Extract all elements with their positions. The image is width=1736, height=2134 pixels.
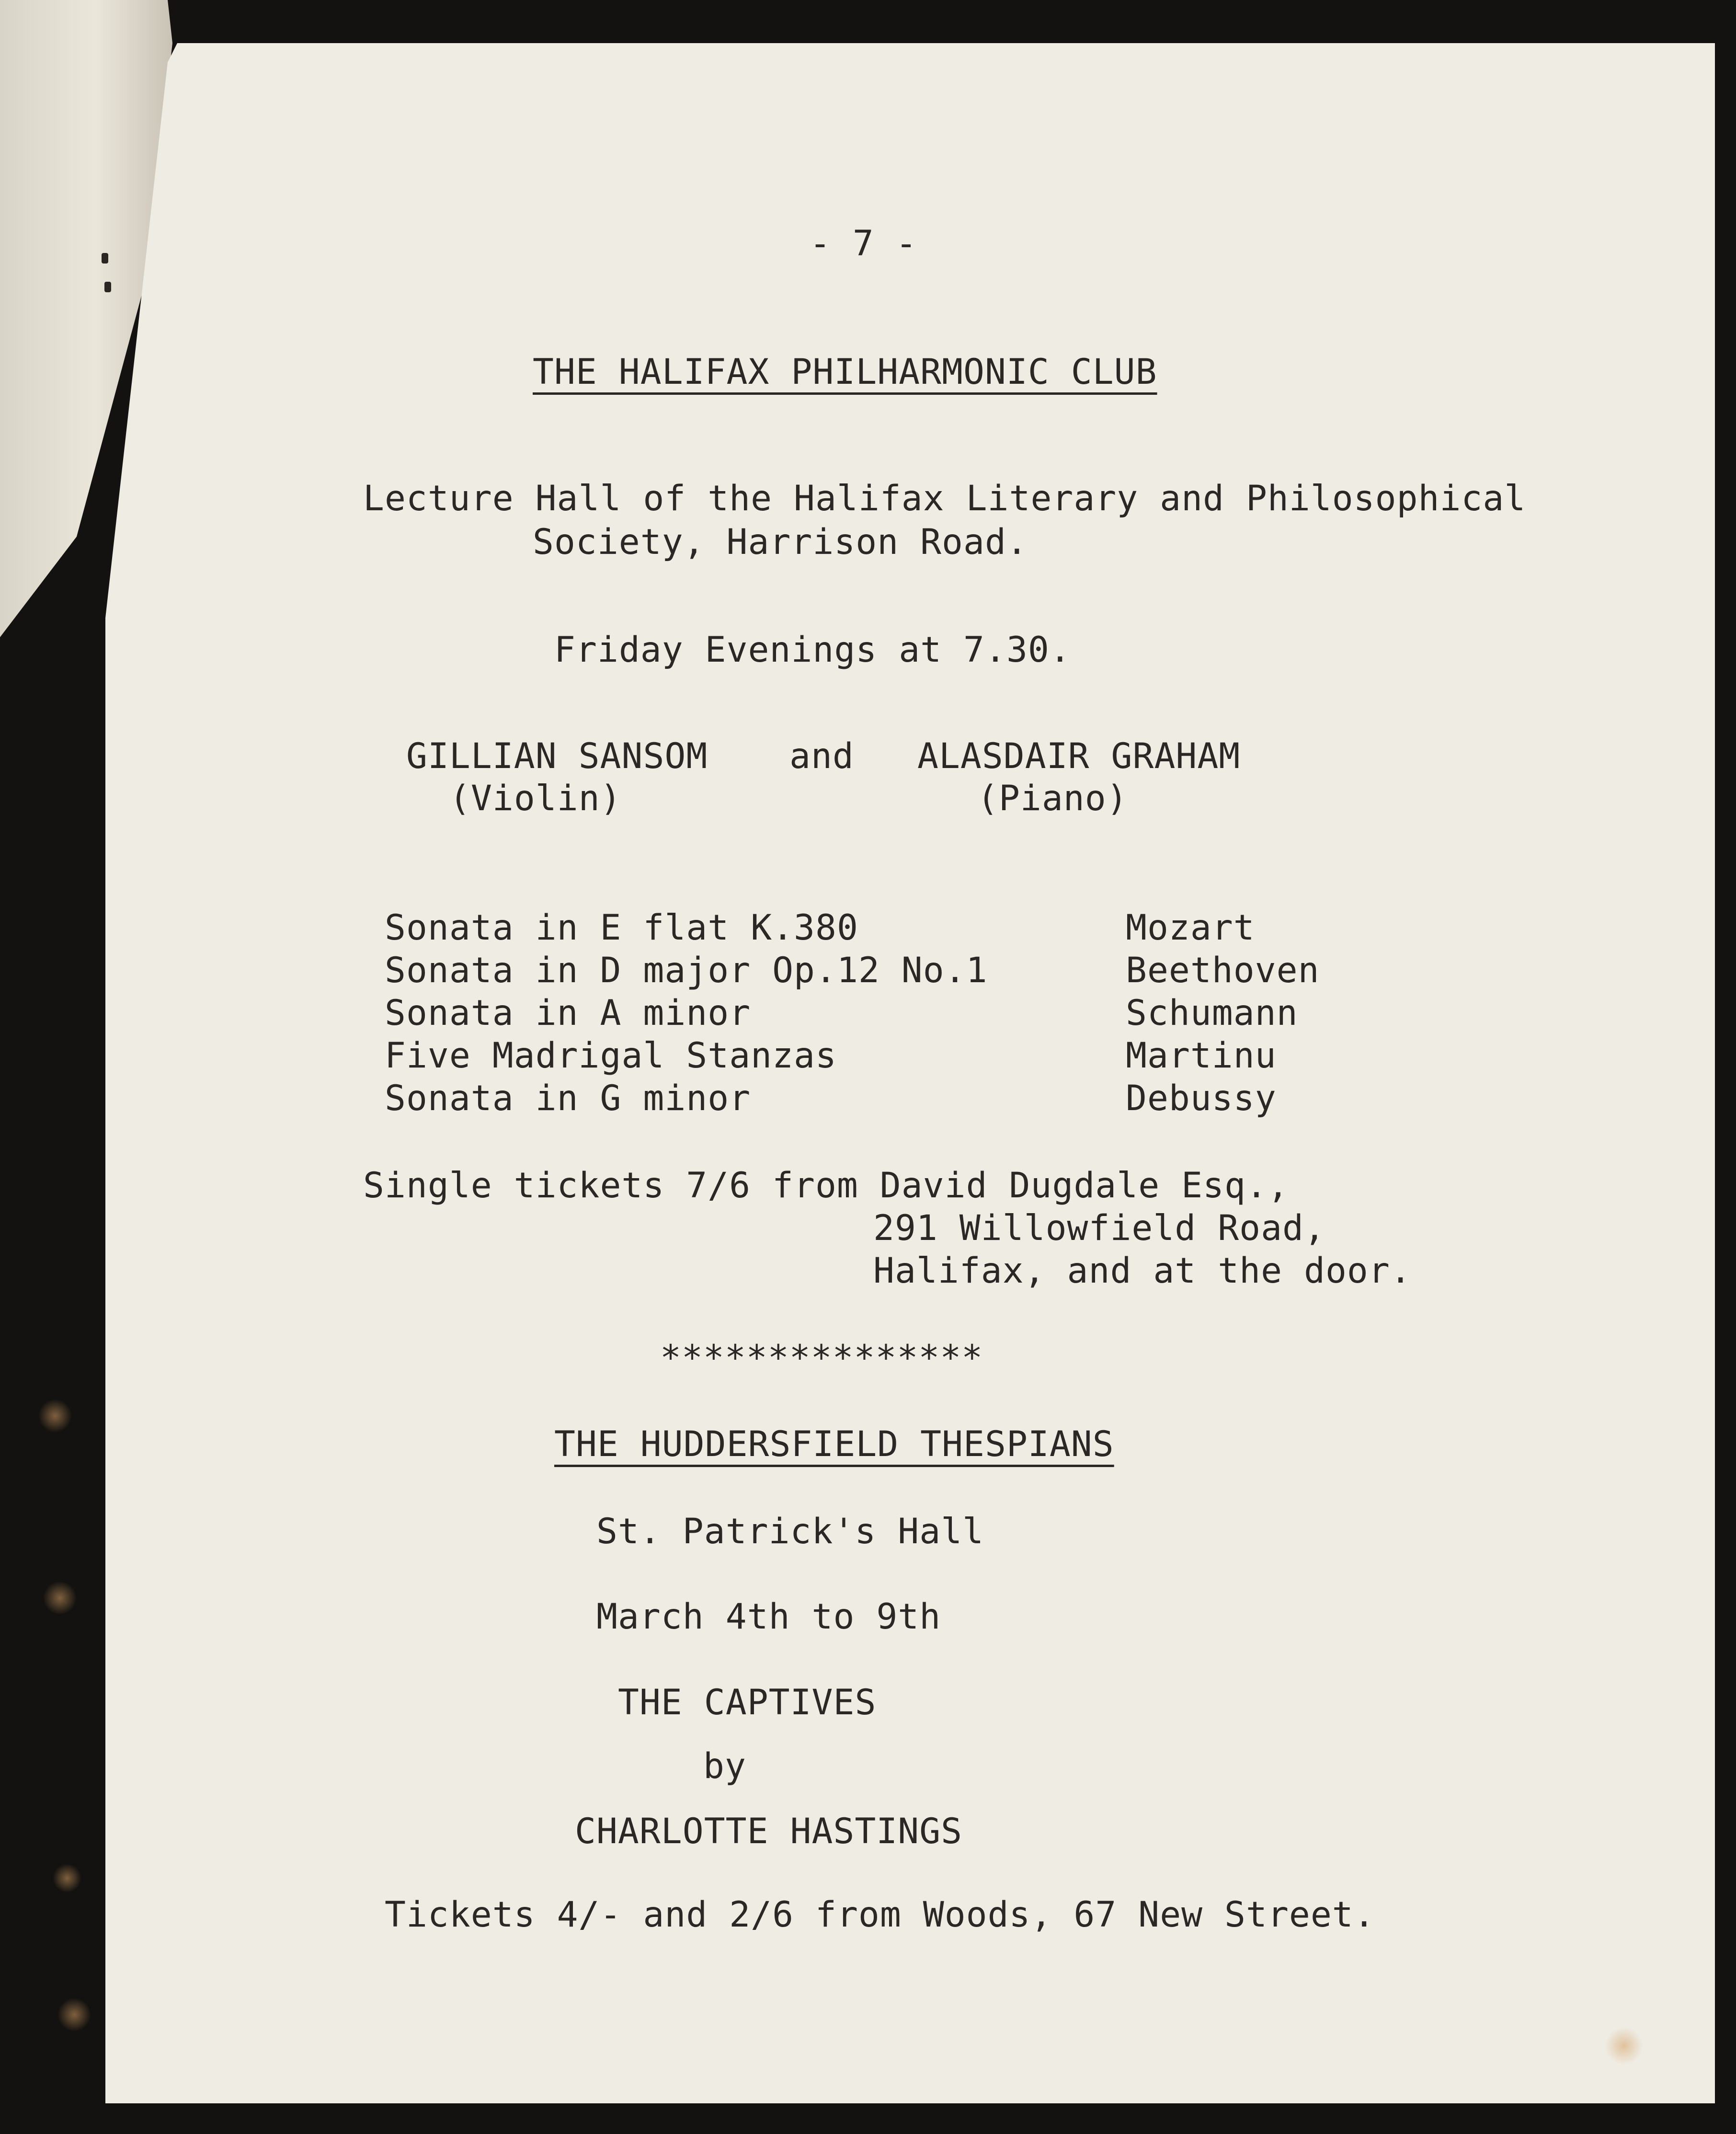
performer-2-instrument: (Piano) [977, 778, 1128, 819]
programme-work: Sonata in E flat K.380 [385, 907, 858, 948]
venue-line-1: Lecture Hall of the Halifax Literary and Philosophical [363, 478, 1526, 519]
performer-2-name: ALASDAIR GRAHAM [917, 736, 1241, 777]
venue-line-2: Society, Harrison Road. [533, 522, 1028, 562]
programme-composer: Debussy [1126, 1078, 1277, 1119]
thespians-title: THE HUDDERSFIELD THESPIANS [554, 1424, 1114, 1465]
programme-composer: Beethoven [1126, 950, 1320, 991]
programme-composer: Schumann [1126, 993, 1298, 1033]
tickets-line-2: 291 Willowfield Road, [873, 1208, 1325, 1249]
foxing-spot [38, 1399, 72, 1433]
philharmonic-title: THE HALIFAX PHILHARMONIC CLUB [533, 352, 1157, 392]
thespians-dates: March 4th to 9th [596, 1596, 941, 1637]
tickets-line-3: Halifax, and at the door. [873, 1251, 1412, 1291]
performer-1-instrument: (Violin) [449, 778, 622, 819]
section-separator: *************** [660, 1338, 983, 1378]
programme-work: Sonata in G minor [385, 1078, 751, 1119]
foxing-spot [57, 1998, 91, 2031]
programme-composer: Martinu [1126, 1035, 1277, 1076]
foxing-spot [53, 1864, 81, 1893]
thespians-tickets: Tickets 4/- and 2/6 from Woods, 67 New Street. [385, 1894, 1375, 1935]
staple-mark [104, 282, 111, 292]
programme-work: Five Madrigal Stanzas [385, 1035, 837, 1076]
programme-work: Sonata in D major Op.12 No.1 [385, 950, 988, 991]
thespians-venue: St. Patrick's Hall [596, 1511, 984, 1552]
staple-mark [102, 253, 108, 264]
tickets-line-1: Single tickets 7/6 from David Dugdale Esq., [363, 1165, 1289, 1206]
programme-work: Sonata in A minor [385, 993, 751, 1033]
performer-1-name: GILLIAN SANSOM [406, 736, 708, 777]
performer-conjunction: and [789, 736, 854, 777]
play-by: by [703, 1746, 746, 1787]
concert-time: Friday Evenings at 7.30. [554, 630, 1071, 670]
foxing-spot [43, 1581, 77, 1615]
programme-composer: Mozart [1126, 907, 1255, 948]
page-number: - 7 - [810, 223, 917, 264]
foxing-spot [1605, 2027, 1643, 2065]
play-title: THE CAPTIVES [618, 1682, 877, 1723]
play-author: CHARLOTTE HASTINGS [575, 1811, 963, 1852]
